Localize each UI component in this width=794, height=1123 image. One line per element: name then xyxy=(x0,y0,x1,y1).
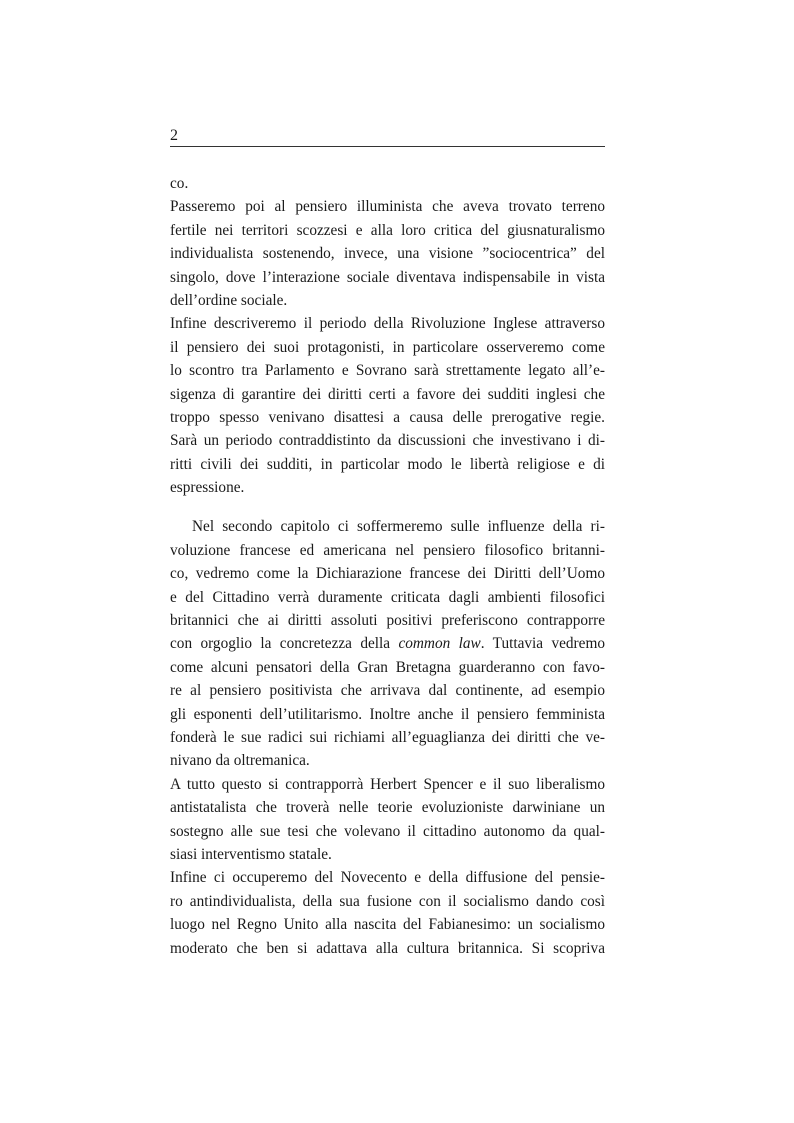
paragraph xyxy=(170,515,605,772)
paragraph xyxy=(170,773,605,867)
text-line: co, vedremo come la Dichiarazione francese dei Diritti dell’Uomo xyxy=(170,565,605,583)
text-line: re al pensiero positivista che arrivava dal continente, ad esempio xyxy=(170,682,605,700)
text-line: Infine ci occuperemo del Novecento e della diffusione del pensie- xyxy=(170,869,605,887)
italic-term: common law xyxy=(398,635,481,653)
text-line: e del Cittadino verrà duramente criticata dagli ambienti filosofici xyxy=(170,588,605,606)
text-line: espressione. xyxy=(170,479,245,497)
text-line: sostegno alle sue tesi che volevano il cittadino autonomo da qual- xyxy=(170,822,605,840)
text-segment: . Tuttavia vedremo xyxy=(480,635,605,653)
text-line: nivano da oltremanica. xyxy=(170,752,310,770)
text-line: il pensiero dei suoi protagonisti, in particolare osserveremo come xyxy=(170,338,605,356)
text-line: ro antindividualista, della sua fusione con il socialismo dando così xyxy=(170,892,605,910)
text-line: Nel secondo capitolo ci soffermeremo sulle influenze della ri- xyxy=(192,518,605,536)
paragraph xyxy=(170,312,605,499)
header-rule xyxy=(170,146,605,147)
text-line: come alcuni pensatori della Gran Bretagna guarderanno con favo- xyxy=(170,658,605,676)
text-line: antistatalista che troverà nelle teorie evoluzioniste darwiniane un xyxy=(170,799,605,817)
paragraph xyxy=(170,172,605,312)
body-text xyxy=(170,172,605,960)
text-line: fonderà le sue radici sui richiami all’eguaglianza dei diritti che ve- xyxy=(170,728,605,746)
text-line: siasi interventismo statale. xyxy=(170,845,332,863)
text-line: A tutto questo si contrapporrà Herbert Spencer e il suo liberalismo xyxy=(170,775,605,793)
text-line: troppo spesso venivano disattesi a causa delle prerogative regie. xyxy=(170,408,605,426)
text-line: ritti civili dei sudditi, in particolar modo le libertà religiose e di xyxy=(170,455,605,473)
page-number: 2 xyxy=(170,127,178,144)
text-line: singolo, dove l’interazione sociale diventava indispensabile in vista xyxy=(170,268,605,286)
text-line: luogo nel Regno Unito alla nascita del Fabianesimo: un socialismo xyxy=(170,916,605,934)
text-line: lo scontro tra Parlamento e Sovrano sarà strettamente legato all’e- xyxy=(170,362,605,380)
text-line: fertile nei territori scozzesi e alla loro critica del giusnaturalismo xyxy=(170,221,605,239)
text-segment: con orgoglio la concretezza della xyxy=(170,635,399,653)
text-line: Sarà un periodo contraddistinto da discussioni che investivano i di- xyxy=(170,432,605,450)
text-line: dell’ordine sociale. xyxy=(170,291,288,309)
text-line: Passeremo poi al pensiero illuminista che aveva trovato terreno xyxy=(170,198,605,216)
text-line: moderato che ben si adattava alla cultura britannica. Si scopriva xyxy=(170,939,605,957)
paragraph xyxy=(170,866,605,960)
text-line: individualista sostenendo, invece, una visione ”sociocentrica” del xyxy=(170,245,605,263)
text-line: voluzione francese ed americana nel pensiero filosofico britanni- xyxy=(170,541,605,559)
text-line: gli esponenti dell’utilitarismo. Inoltre anche il pensiero femminista xyxy=(170,705,605,723)
text-line: co. xyxy=(170,175,189,192)
text-line xyxy=(170,632,605,655)
text-line: Infine descriveremo il periodo della Rivoluzione Inglese attraverso xyxy=(170,315,605,333)
paragraph-gap xyxy=(170,499,605,515)
text-line: sigenza di garantire dei diritti certi a favore dei sudditi inglesi che xyxy=(170,385,605,403)
text-line: britannici che ai diritti assoluti positivi preferiscono contrapporre xyxy=(170,612,605,630)
